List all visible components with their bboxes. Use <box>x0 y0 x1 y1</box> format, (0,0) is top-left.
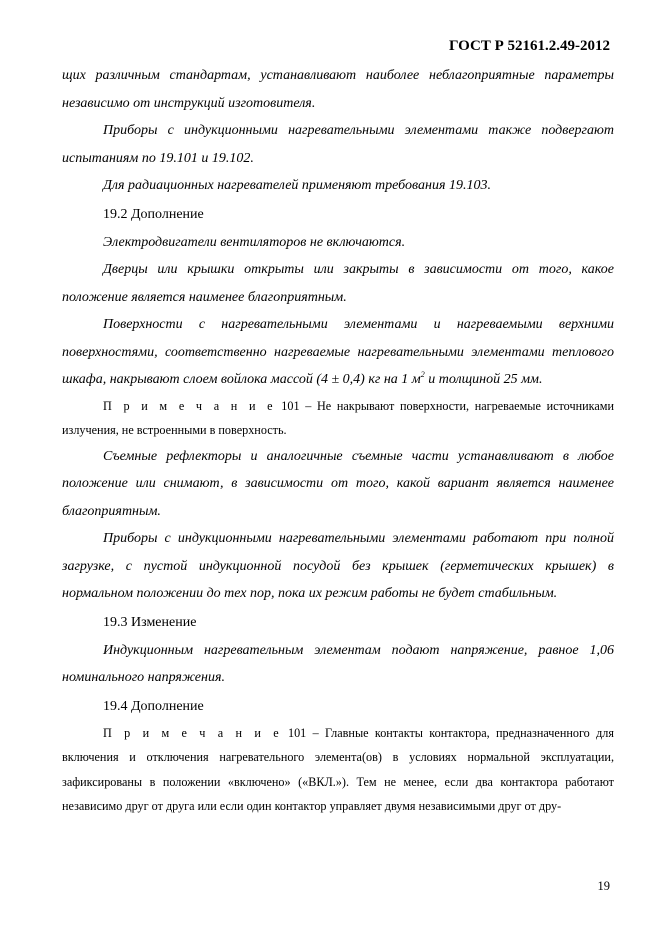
note-label: П р и м е ч а н и е <box>103 725 282 740</box>
paragraph-fan-motors: Электродвигатели вентиляторов не включаются. <box>103 234 406 250</box>
note-101-contactor <box>62 721 614 819</box>
note-label: П р и м е ч а н и е <box>103 398 276 413</box>
section-heading-19-3: 19.3 Изменение <box>103 614 197 630</box>
document-body <box>62 62 614 819</box>
felt-cover-text: Поверхности с нагревательными элементами и нагреваемыми верхними поверхностями, соответственно нагреваемые нагревательными элементами теплового шкафа, накрывают слоем войлока массой (4 ± 0,4) кг на 1 м <box>62 317 614 387</box>
note-text: 101 – Главные контакты контактора, предназначенного для включения и отключения нагревательного элемента(ов) в условиях нормальной эксплуатации, зафиксированы в положении «включено» («ВКЛ.»). Тем не менее, если два контактора работают независимо друг от друга или если один контактор управляет двумя независимыми друг от дру- <box>62 725 614 813</box>
section-heading-19-2: 19.2 Дополнение <box>103 206 204 222</box>
paragraph-radiation-heaters: Для радиационных нагревателей применяют требования 19.103. <box>103 178 491 193</box>
felt-cover-text-end: и толщиной 25 мм. <box>424 372 543 387</box>
section-heading-19-4: 19.4 Дополнение <box>103 698 204 714</box>
paragraph-reflectors: Съемные рефлекторы и аналогичные съемные части устанавливают в любое положение или снимают, в зависимости от того, какой вариант является наименее благоприятным. <box>62 448 614 519</box>
paragraph-induction-tests: Приборы с индукционными нагревательными элементами также подвергают испытаниям по 19.101 и 19.102. <box>62 123 614 166</box>
document-header: ГОСТ Р 52161.2.49-2012 <box>448 38 610 54</box>
superscript-2: 2 <box>420 370 425 379</box>
paragraph-continuation: щих различным стандартам, устанавливают наиболее неблагоприятные параметры независимо от инструкций изготовителя. <box>62 68 614 111</box>
paragraph-felt-cover <box>62 311 614 394</box>
page-number: 19 <box>597 879 610 893</box>
paragraph-doors-lids: Дверцы или крышки открыты или закрыты в зависимости от того, какое положение является наименее благоприятным. <box>62 262 614 305</box>
paragraph-full-load: Приборы с индукционными нагревательными элементами работают при полной загрузке, с пустой индукционной посудой без крышек (герметических крышек) в нормальном положении до тех пор, пока их режим работы не будет стабильным. <box>62 531 614 601</box>
paragraph-voltage: Индукционным нагревательным элементам подают напряжение, равное 1,06 номинального напряжения. <box>62 642 614 685</box>
note-text: 101 – Не накрывают поверхности, нагреваемые источниками излучения, не встроенными в поверхность. <box>62 398 614 437</box>
note-101-radiation <box>62 394 614 443</box>
